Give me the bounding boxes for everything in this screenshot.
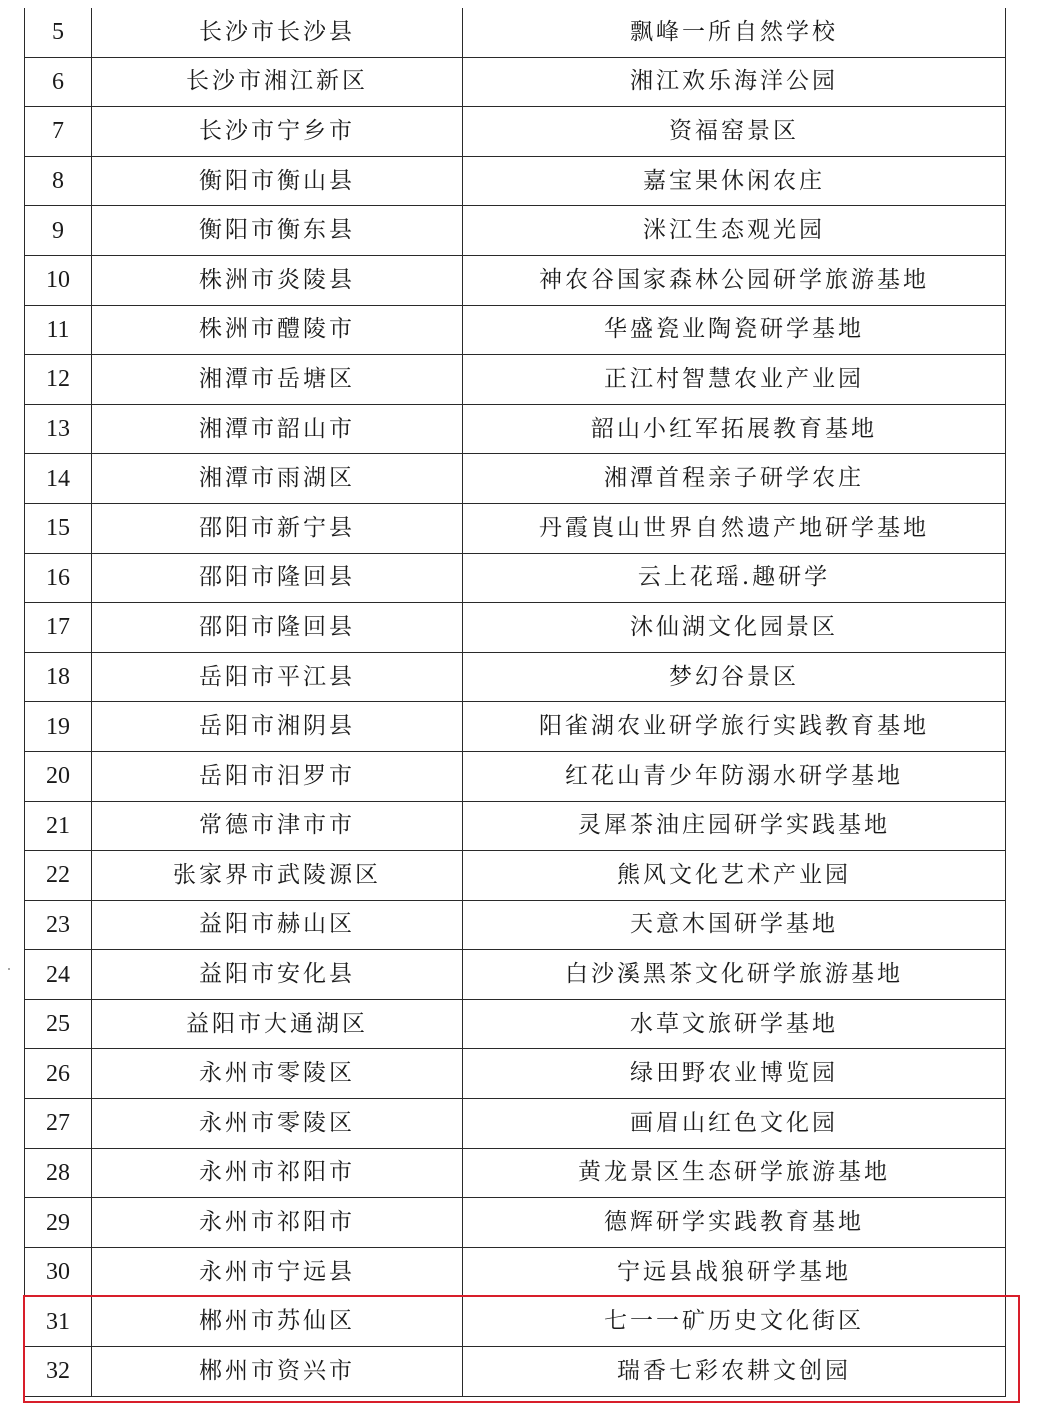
- row-number: 13: [25, 404, 92, 454]
- row-number: 9: [25, 206, 92, 256]
- row-number: 26: [25, 1049, 92, 1099]
- row-site-name: 七一一矿历史文化街区: [463, 1297, 1006, 1347]
- row-region: 岳阳市汨罗市: [92, 751, 463, 801]
- row-site-name: 瑞香七彩农耕文创园: [463, 1347, 1006, 1397]
- table-row: [25, 305, 1006, 355]
- row-number: 14: [25, 454, 92, 504]
- table-row: [25, 404, 1006, 454]
- table-row: [25, 1297, 1006, 1347]
- row-region: 长沙市长沙县: [92, 8, 463, 57]
- row-region: 张家界市武陵源区: [92, 851, 463, 901]
- row-site-name: 湘江欢乐海洋公园: [463, 57, 1006, 107]
- row-number: 20: [25, 751, 92, 801]
- table-row: [25, 8, 1006, 57]
- table-row: [25, 1049, 1006, 1099]
- row-region: 邵阳市隆回县: [92, 553, 463, 603]
- row-region: 益阳市大通湖区: [92, 999, 463, 1049]
- row-region: 益阳市赫山区: [92, 900, 463, 950]
- row-site-name: 湘潭首程亲子研学农庄: [463, 454, 1006, 504]
- table-body: [25, 8, 1006, 1396]
- row-site-name: 嘉宝果休闲农庄: [463, 156, 1006, 206]
- row-site-name: 天意木国研学基地: [463, 900, 1006, 950]
- row-region: 长沙市湘江新区: [92, 57, 463, 107]
- row-number: 12: [25, 355, 92, 405]
- table-row: [25, 1347, 1006, 1397]
- table-row: [25, 355, 1006, 405]
- table-row: [25, 801, 1006, 851]
- table-row: [25, 999, 1006, 1049]
- base-list-table: [24, 8, 1006, 1397]
- row-site-name: 沐仙湖文化园景区: [463, 603, 1006, 653]
- table-row: [25, 603, 1006, 653]
- table-row: [25, 553, 1006, 603]
- table-row: [25, 107, 1006, 157]
- row-region: 永州市零陵区: [92, 1049, 463, 1099]
- row-region: 永州市祁阳市: [92, 1148, 463, 1198]
- row-number: 29: [25, 1198, 92, 1248]
- table-row: [25, 503, 1006, 553]
- table-row: [25, 1198, 1006, 1248]
- row-region: 岳阳市湘阴县: [92, 702, 463, 752]
- table-row: [25, 1099, 1006, 1149]
- table-row: [25, 702, 1006, 752]
- row-site-name: 灵犀茶油庄园研学实践基地: [463, 801, 1006, 851]
- row-site-name: 梦幻谷景区: [463, 652, 1006, 702]
- table-row: [25, 950, 1006, 1000]
- row-number: 25: [25, 999, 92, 1049]
- row-region: 永州市宁远县: [92, 1247, 463, 1297]
- table-row: [25, 851, 1006, 901]
- row-site-name: 红花山青少年防溺水研学基地: [463, 751, 1006, 801]
- row-region: 岳阳市平江县: [92, 652, 463, 702]
- row-number: 18: [25, 652, 92, 702]
- row-site-name: 洣江生态观光园: [463, 206, 1006, 256]
- row-site-name: 飘峰一所自然学校: [463, 8, 1006, 57]
- row-region: 郴州市苏仙区: [92, 1297, 463, 1347]
- row-region: 湘潭市雨湖区: [92, 454, 463, 504]
- row-region: 湘潭市韶山市: [92, 404, 463, 454]
- row-number: 5: [25, 8, 92, 57]
- row-number: 21: [25, 801, 92, 851]
- row-site-name: 宁远县战狼研学基地: [463, 1247, 1006, 1297]
- row-region: 郴州市资兴市: [92, 1347, 463, 1397]
- row-number: 24: [25, 950, 92, 1000]
- row-number: 10: [25, 255, 92, 305]
- row-site-name: 韶山小红军拓展教育基地: [463, 404, 1006, 454]
- row-number: 22: [25, 851, 92, 901]
- row-region: 湘潭市岳塘区: [92, 355, 463, 405]
- row-number: 27: [25, 1099, 92, 1149]
- row-number: 7: [25, 107, 92, 157]
- table-row: [25, 1247, 1006, 1297]
- row-region: 益阳市安化县: [92, 950, 463, 1000]
- row-site-name: 德辉研学实践教育基地: [463, 1198, 1006, 1248]
- row-region: 邵阳市新宁县: [92, 503, 463, 553]
- row-site-name: 华盛瓷业陶瓷研学基地: [463, 305, 1006, 355]
- row-number: 23: [25, 900, 92, 950]
- table-row: [25, 751, 1006, 801]
- row-site-name: 白沙溪黑茶文化研学旅游基地: [463, 950, 1006, 1000]
- row-number: 11: [25, 305, 92, 355]
- row-site-name: 正江村智慧农业产业园: [463, 355, 1006, 405]
- row-number: 28: [25, 1148, 92, 1198]
- row-number: 31: [25, 1297, 92, 1347]
- row-site-name: 水草文旅研学基地: [463, 999, 1006, 1049]
- table-row: [25, 900, 1006, 950]
- table-row: [25, 454, 1006, 504]
- row-site-name: 绿田野农业博览园: [463, 1049, 1006, 1099]
- row-number: 8: [25, 156, 92, 206]
- table-row: [25, 1148, 1006, 1198]
- row-region: 衡阳市衡东县: [92, 206, 463, 256]
- row-site-name: 云上花瑶.趣研学: [463, 553, 1006, 603]
- row-number: 17: [25, 603, 92, 653]
- row-number: 15: [25, 503, 92, 553]
- row-region: 长沙市宁乡市: [92, 107, 463, 157]
- row-region: 株洲市炎陵县: [92, 255, 463, 305]
- table-row: [25, 57, 1006, 107]
- row-region: 永州市零陵区: [92, 1099, 463, 1149]
- row-region: 常德市津市市: [92, 801, 463, 851]
- scan-speck: [8, 968, 10, 970]
- row-region: 邵阳市隆回县: [92, 603, 463, 653]
- row-site-name: 黄龙景区生态研学旅游基地: [463, 1148, 1006, 1198]
- row-site-name: 神农谷国家森林公园研学旅游基地: [463, 255, 1006, 305]
- row-region: 株洲市醴陵市: [92, 305, 463, 355]
- table-row: [25, 206, 1006, 256]
- row-number: 19: [25, 702, 92, 752]
- table-row: [25, 652, 1006, 702]
- row-site-name: 丹霞崀山世界自然遗产地研学基地: [463, 503, 1006, 553]
- row-site-name: 阳雀湖农业研学旅行实践教育基地: [463, 702, 1006, 752]
- row-number: 32: [25, 1347, 92, 1397]
- row-site-name: 画眉山红色文化园: [463, 1099, 1006, 1149]
- row-number: 16: [25, 553, 92, 603]
- row-number: 30: [25, 1247, 92, 1297]
- row-site-name: 熊风文化艺术产业园: [463, 851, 1006, 901]
- row-region: 衡阳市衡山县: [92, 156, 463, 206]
- row-number: 6: [25, 57, 92, 107]
- table-row: [25, 255, 1006, 305]
- row-region: 永州市祁阳市: [92, 1198, 463, 1248]
- table-row: [25, 156, 1006, 206]
- row-site-name: 资福窑景区: [463, 107, 1006, 157]
